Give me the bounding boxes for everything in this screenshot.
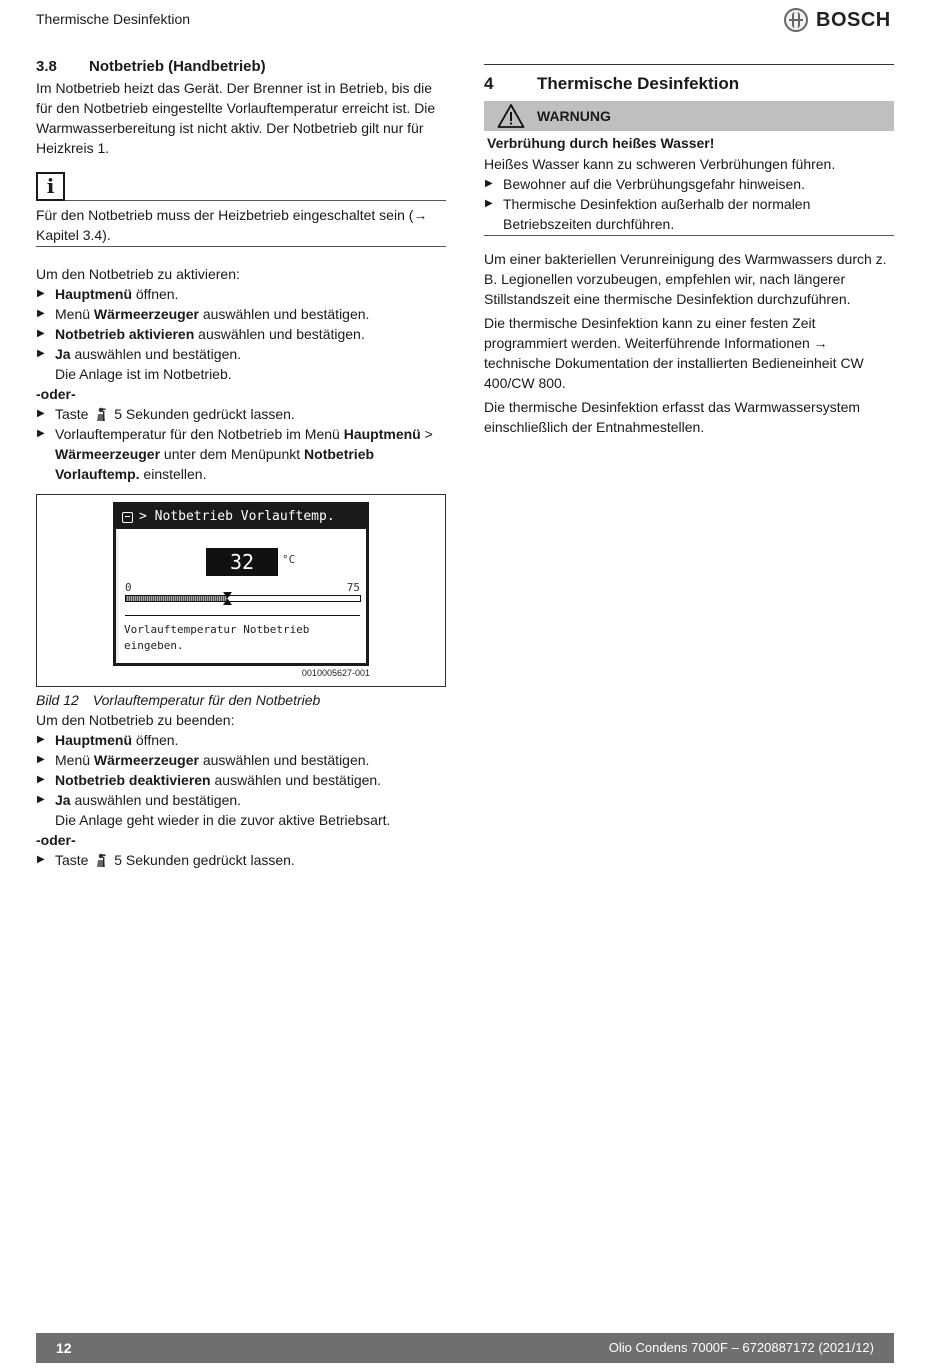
chapter-rule	[484, 64, 894, 65]
bosch-logo	[784, 8, 891, 32]
warning-label: WARNUNG	[537, 108, 611, 124]
page-number: 12	[56, 1340, 72, 1356]
slider-thumb-icon	[223, 592, 232, 605]
paragraph: Um einer bakteriellen Verunreinigung des Warmwassers durch z. B. Legionellen vorzubeugen, empfehlen wir, nach längerer Stillstandszeit eine thermische Desinfektion durchzuführen.	[484, 251, 887, 307]
chapter-body	[484, 249, 894, 437]
list-item: ▶ Vorlauftemperatur für den Notbetrieb im Menü Hauptmenü > Wärmeerzeuger unter dem Menüpunkt Notbetrieb Vorlauftemp. einstellen.	[36, 424, 446, 484]
paragraph: Die thermische Desinfektion kann zu einer festen Zeit programmiert werden. Weiterführende Informationen → technische Dokumentation der installierten Bedieneinheit CW 400/CW 800.	[484, 315, 864, 391]
chapter-heading	[484, 72, 894, 96]
warning-bar	[484, 101, 894, 131]
list-item: ▶ Ja auswählen und bestätigen.	[36, 344, 446, 364]
screen-body	[116, 529, 366, 663]
temperature-unit: °C	[282, 553, 296, 566]
screen-title: > Notbetrieb Vorlauftemp.	[139, 509, 335, 524]
list-item: ▶ Menü Wärmeerzeuger auswählen und bestätigen.	[36, 750, 446, 770]
deactivate-result: Die Anlage geht wieder in die zuvor aktive Betriebsart.	[55, 812, 391, 828]
menu-icon	[122, 512, 133, 523]
temperature-value: 32	[206, 548, 278, 576]
warning-steps	[484, 174, 894, 234]
list-item: ▶ Notbetrieb deaktivieren auswählen und bestätigen.	[36, 770, 446, 790]
chapter-title: Thermische Desinfektion	[537, 74, 740, 93]
right-column	[484, 64, 894, 437]
chimney-sweep-key-icon	[94, 853, 108, 868]
warning-subtitle: Verbrühung durch heißes Wasser!	[487, 135, 715, 151]
deactivate-steps	[36, 730, 446, 810]
section-number: 3.8	[36, 58, 57, 75]
range-min: 0	[125, 581, 132, 594]
activate-result: Die Anlage ist im Notbetrieb.	[55, 366, 232, 382]
section-title: Notbetrieb (Handbetrieb)	[89, 58, 266, 75]
running-head: Thermische Desinfektion	[36, 11, 191, 27]
oder-label: -oder-	[36, 386, 76, 402]
note-rule	[65, 200, 446, 201]
brand-name: BOSCH	[816, 9, 891, 31]
alt-steps	[36, 404, 446, 484]
range-max: 75	[346, 581, 360, 594]
list-item: ▶ Taste 5 Sekunden gedrückt lassen.	[36, 850, 446, 870]
info-note	[36, 172, 446, 247]
deactivate-lead: Um den Notbetrieb zu beenden:	[36, 712, 235, 728]
controller-screen	[113, 502, 369, 666]
chapter-number: 4	[484, 74, 494, 93]
info-icon: i	[36, 172, 65, 201]
list-item: ▶ Ja auswählen und bestätigen.	[36, 790, 446, 810]
figure-code: 0010005627-001	[301, 668, 370, 678]
document-id: Olio Condens 7000F – 6720887172 (2021/12)	[608, 1340, 874, 1355]
warning-block	[484, 101, 894, 236]
list-item: ▶ Thermische Desinfektion außerhalb der normalen Betriebszeiten durchführen.	[484, 194, 894, 234]
note-text: Für den Notbetrieb muss der Heizbetrieb eingeschaltet sein (→ Kapitel 3.4).	[36, 201, 446, 247]
figure-display	[36, 494, 446, 687]
slider-fill	[126, 596, 227, 601]
bosch-armature-icon	[784, 8, 808, 32]
list-item: ▶ Hauptmenü öffnen.	[36, 284, 446, 304]
screen-message: Vorlauftemperatur Notbetrieb eingeben.	[124, 623, 310, 652]
page-footer	[36, 1333, 894, 1363]
list-item: ▶ Menü Wärmeerzeuger auswählen und bestätigen.	[36, 304, 446, 324]
list-item: ▶ Bewohner auf die Verbrühungsgefahr hinweisen.	[484, 174, 894, 194]
section-heading	[36, 56, 446, 78]
list-item: ▶ Taste 5 Sekunden gedrückt lassen.	[36, 404, 446, 424]
oder-label: -oder-	[36, 832, 76, 848]
left-column	[36, 56, 446, 870]
list-item: ▶ Hauptmenü öffnen.	[36, 730, 446, 750]
screen-header	[116, 505, 366, 529]
warning-text: Heißes Wasser kann zu schweren Verbrühungen führen.	[484, 156, 836, 172]
list-item: ▶ Notbetrieb aktivieren auswählen und bestätigen.	[36, 324, 446, 344]
screen-divider	[125, 615, 360, 616]
chimney-sweep-key-icon	[94, 407, 108, 422]
activate-steps	[36, 284, 446, 364]
temperature-slider	[125, 595, 361, 602]
section-intro: Im Notbetrieb heizt das Gerät. Der Brenner ist in Betrieb, bis die für den Notbetrieb eingestellte Vorlauftemperatur erreicht ist. Die Warmwasserbereitung ist nicht aktiv. Der Notbetrieb gilt nur für Heizkreis 1.	[36, 80, 436, 156]
activate-lead: Um den Notbetrieb zu aktivieren:	[36, 266, 240, 282]
figure-caption: Bild 12 Vorlauftemperatur für den Notbetrieb	[36, 692, 321, 708]
warning-triangle-icon	[497, 103, 525, 129]
alt-steps-2	[36, 850, 446, 870]
paragraph: Die thermische Desinfektion erfasst das Warmwassersystem einschließlich der Entnahmestellen.	[484, 399, 861, 435]
